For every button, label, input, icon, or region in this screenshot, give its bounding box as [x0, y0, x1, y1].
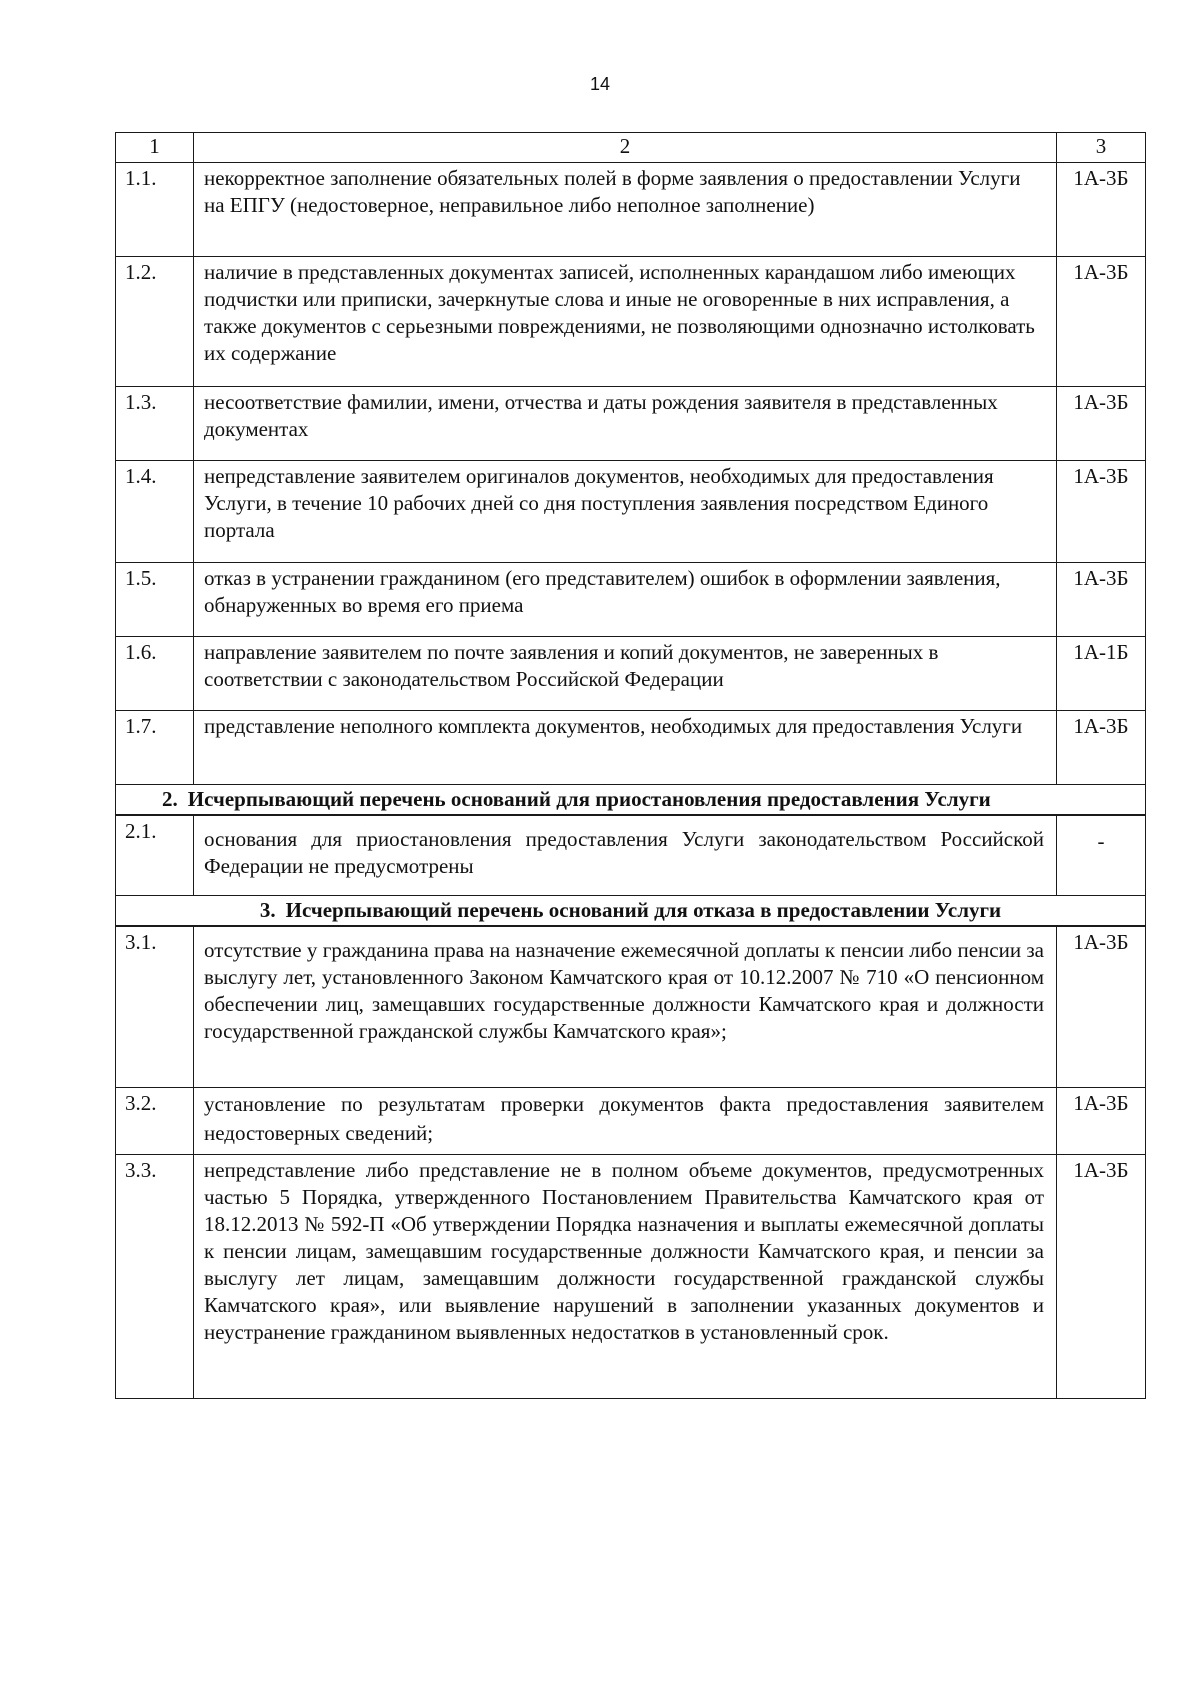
row-text: направление заявителем по почте заявления и копий документов, не заверенных в соответствии с законодательством Российской Федерации [194, 637, 1057, 711]
section-3-heading [116, 895, 1146, 926]
section-3-heading-row [116, 895, 1146, 926]
row-number: 1.6. [116, 637, 194, 711]
section-2-heading [116, 785, 1146, 816]
row-text: несоответствие фамилии, имени, отчества и даты рождения заявителя в представленных документах [194, 387, 1057, 461]
row-code: 1А-3Б [1057, 461, 1146, 563]
row-text: непредставление либо представление не в полном объеме документов, предусмотренных частью 5 Порядка, утвержденного Постановлением Правительства Камчатского края от 18.12.2013 № 592-П «Об утверждении Порядка назначения и выплаты ежемесячной доплаты к пенсии лицам, замещавшим государственные должности Камчатского края, и пенсии за выслугу лет лицам, замещавшим должности государственной гражданской службы Камчатского края», или выявление нарушений в заполнении указанных документов и неустранение гражданином выявленных недостатков в установленный срок. [194, 1155, 1057, 1399]
row-text: основания для приостановления предоставления Услуги законодательством Российской Федерации не предусмотрены [194, 815, 1057, 895]
section-3-title: Исчерпывающий перечень оснований для отказа в предоставлении Услуги [285, 897, 1002, 922]
row-text: непредставление заявителем оригиналов документов, необходимых для предоставления Услуги, в течение 10 рабочих дней со дня поступления заявления посредством Единого портала [194, 461, 1057, 563]
row-number: 1.1. [116, 163, 194, 257]
table-row-3-2 [116, 1088, 1146, 1155]
table-row-1-7 [116, 711, 1146, 785]
row-code: - [1057, 815, 1146, 895]
table-row-1-4 [116, 461, 1146, 563]
row-text: отказ в устранении гражданином (его представителем) ошибок в оформлении заявления, обнаруженных во время его приема [194, 563, 1057, 637]
section-2-number: 2. [162, 787, 178, 811]
table-header-row [116, 133, 1146, 163]
row-text: отсутствие у гражданина права на назначение ежемесячной доплаты к пенсии либо пенсии за выслугу лет, установленного Законом Камчатского края от 10.12.2007 № 710 «О пенсионном обеспечении лиц, замещавших государственные должности Камчатского края и должности государственной гражданской службы Камчатского края»; [194, 926, 1057, 1088]
column-header-1: 1 [116, 133, 194, 163]
row-code: 1А-1Б [1057, 637, 1146, 711]
table-row-2-1 [116, 815, 1146, 895]
row-number: 3.3. [116, 1155, 194, 1399]
section-2-heading-row [116, 785, 1146, 816]
row-code: 1А-3Б [1057, 257, 1146, 387]
column-header-2: 2 [194, 133, 1057, 163]
row-number: 1.5. [116, 563, 194, 637]
row-text: установление по результатам проверки документов факта предоставления заявителем недостоверных сведений; [194, 1088, 1057, 1155]
table-row-1-1 [116, 163, 1146, 257]
row-code: 1А-3Б [1057, 387, 1146, 461]
table-row-3-3 [116, 1155, 1146, 1399]
row-code: 1А-3Б [1057, 1088, 1146, 1155]
row-number: 1.3. [116, 387, 194, 461]
table-row-3-1 [116, 926, 1146, 1088]
table-row-1-3 [116, 387, 1146, 461]
table-row-1-6 [116, 637, 1146, 711]
row-text: наличие в представленных документах записей, исполненных карандашом либо имеющих подчистки или приписки, зачеркнутые слова и иные не оговоренные в них исправления, а также документов с серьезными повреждениями, не позволяющими однозначно истолковать их содержание [194, 257, 1057, 387]
grounds-table [115, 132, 1146, 1399]
row-number: 3.1. [116, 926, 194, 1088]
table-row-1-2 [116, 257, 1146, 387]
row-number: 1.2. [116, 257, 194, 387]
row-text: представление неполного комплекта документов, необходимых для предоставления Услуги [194, 711, 1057, 785]
column-header-3: 3 [1057, 133, 1146, 163]
row-number: 3.2. [116, 1088, 194, 1155]
row-code: 1А-3Б [1057, 1155, 1146, 1399]
page-number: 14 [589, 74, 611, 94]
row-code: 1А-3Б [1057, 163, 1146, 257]
row-code: 1А-3Б [1057, 563, 1146, 637]
section-3-number: 3. [259, 897, 276, 922]
row-number: 1.7. [116, 711, 194, 785]
row-number: 1.4. [116, 461, 194, 563]
row-code: 1А-3Б [1057, 926, 1146, 1088]
row-number: 2.1. [116, 815, 194, 895]
row-code: 1А-3Б [1057, 711, 1146, 785]
table-row-1-5 [116, 563, 1146, 637]
section-2-title: Исчерпывающий перечень оснований для приостановления предоставления Услуги [187, 787, 991, 811]
row-text: некорректное заполнение обязательных полей в форме заявления о предоставлении Услуги на ЕПГУ (недостоверное, неправильное либо неполное заполнение) [194, 163, 1057, 257]
